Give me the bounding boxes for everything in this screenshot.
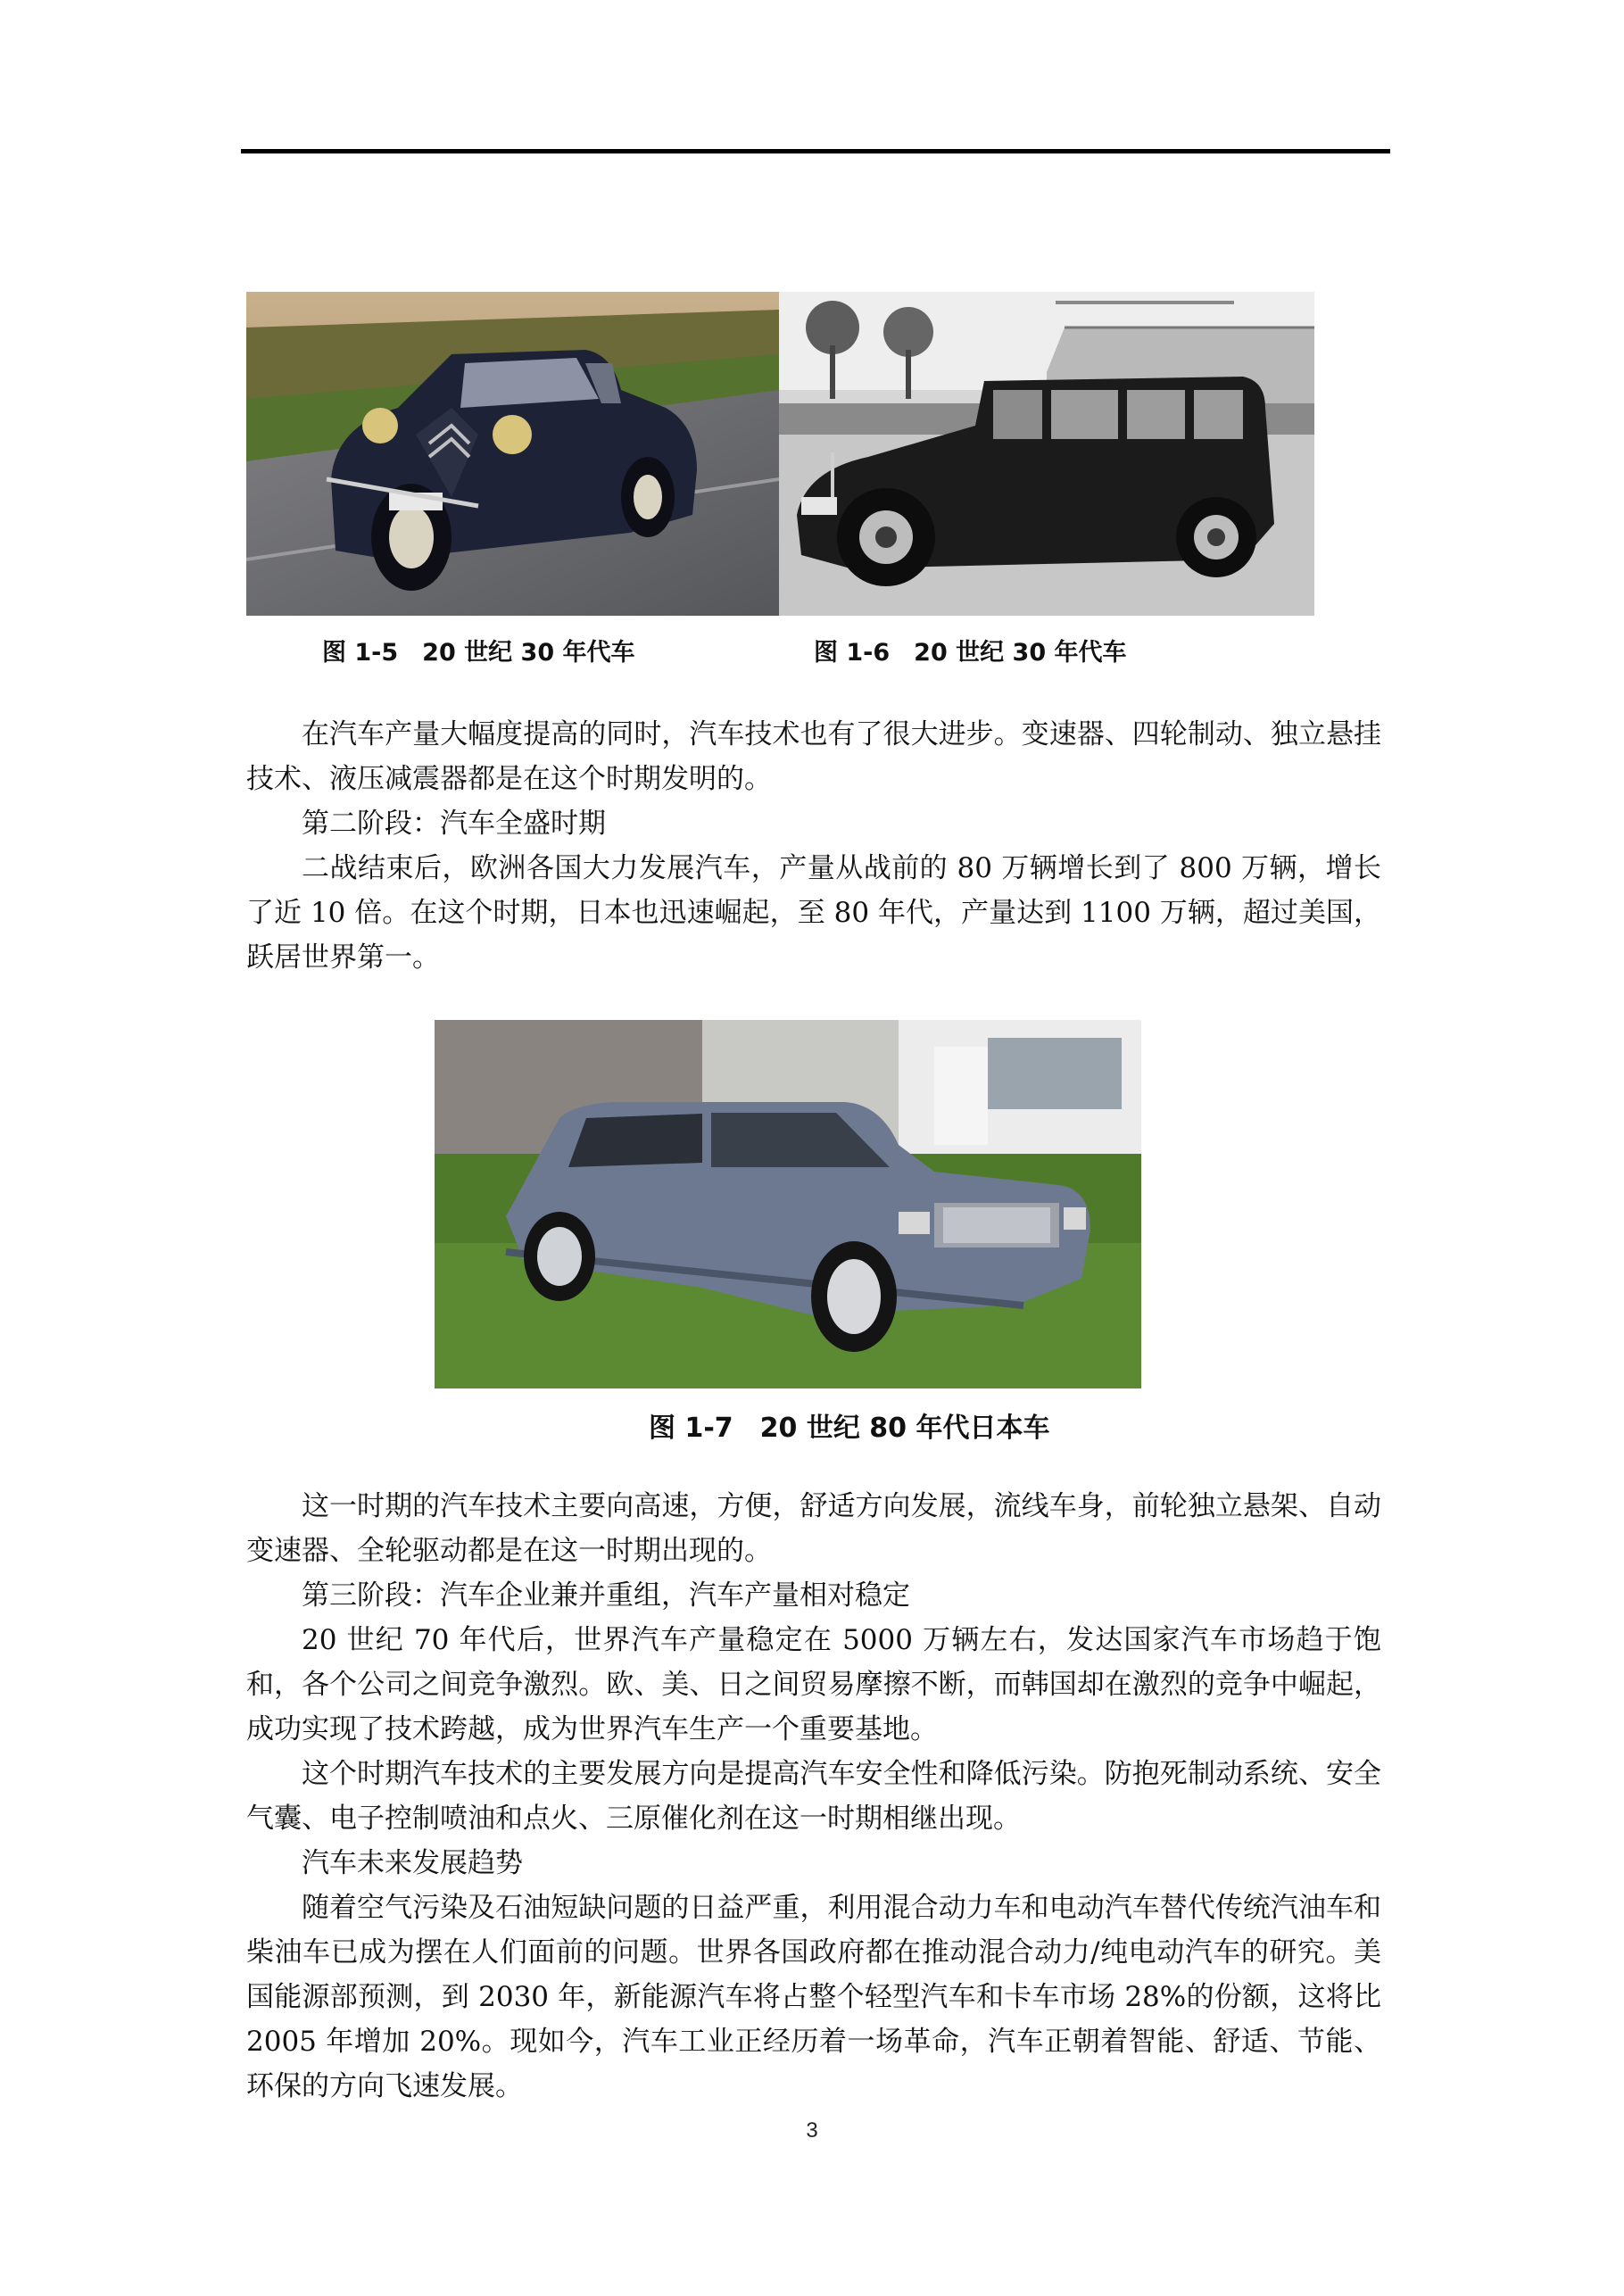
page-number: 3 xyxy=(806,2118,818,2143)
figure-1-5-caption: 图 1-5 20 世纪 30 年代车 xyxy=(322,639,635,667)
paragraph-4: 20 世纪 70 年代后，世界汽车产量稳定在 5000 万辆左右，发达国家汽车市场趋于饱和，各个公司之间竞争激烈。欧、美、日之间贸易摩擦不断，而韩国却在激烈的竞争中崛起，成功实现了技术跨越，成为世界汽车生产一个重要基地。 xyxy=(246,1624,1381,1745)
paragraph-3: 这一时期的汽车技术主要向高速，方便，舒适方向发展，流线车身，前轮独立悬架、自动变速器、全轮驱动都是在这一时期出现的。 xyxy=(246,1490,1381,1567)
figure-1-6-caption: 图 1-6 20 世纪 30 年代车 xyxy=(814,639,1127,667)
figure-1-7-photo xyxy=(435,1020,1141,1388)
heading-stage-3: 第三阶段：汽车企业兼并重组，汽车产量相对稳定 xyxy=(302,1579,910,1612)
figure-1-5-photo xyxy=(246,292,779,616)
header-rule xyxy=(241,149,1390,153)
paragraph-5: 这个时期汽车技术的主要发展方向是提高汽车安全性和降低污染。防抱死制动系统、安全气囊、电子控制喷油和点火、三原催化剂在这一时期相继出现。 xyxy=(246,1758,1381,1835)
heading-stage-2: 第二阶段：汽车全盛时期 xyxy=(302,808,606,840)
paragraph-1: 在汽车产量大幅度提高的同时，汽车技术也有了很大进步。变速器、四轮制动、独立悬挂技术、液压减震器都是在这个时期发明的。 xyxy=(246,718,1381,795)
heading-future-trend: 汽车未来发展趋势 xyxy=(302,1847,523,1879)
paragraph-6: 随着空气污染及石油短缺问题的日益严重，利用混合动力车和电动汽车替代传统汽油车和柴油车已成为摆在人们面前的问题。世界各国政府都在推动混合动力/纯电动汽车的研究。美国能源部预测，到 2030 年，新能源汽车将占整个轻型汽车和卡车市场 28%的份额，这将比 2005 年增加 20%。现如今，汽车工业正经历着一场革命，汽车正朝着智能、舒适、节能、环保的方向飞速发展。 xyxy=(246,1892,1381,2102)
paragraph-2: 二战结束后，欧洲各国大力发展汽车，产量从战前的 80 万辆增长到了 800 万辆，增长了近 10 倍。在这个时期，日本也迅速崛起，至 80 年代，产量达到 1100 万辆，超过美国，跃居世界第一。 xyxy=(246,852,1381,974)
figure-1-7-caption: 图 1-7 20 世纪 80 年代日本车 xyxy=(649,1413,1050,1444)
figure-1-6-photo xyxy=(779,292,1314,616)
